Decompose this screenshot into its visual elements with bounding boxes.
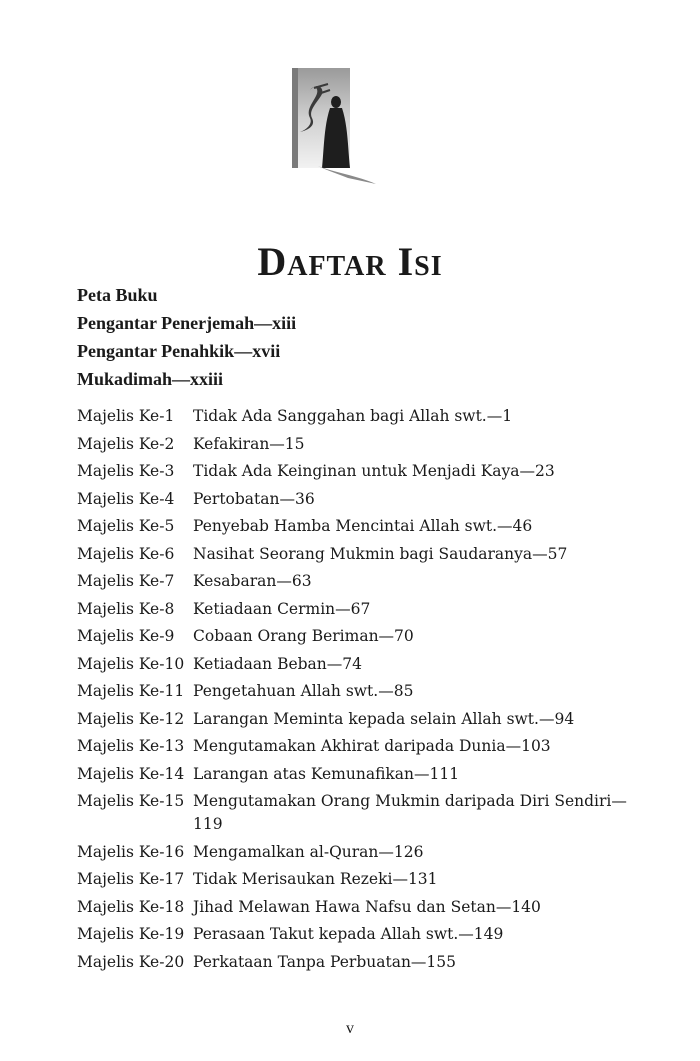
chapter-row xyxy=(77,598,637,621)
chapter-label: Majelis Ke-11 xyxy=(77,682,185,700)
chapter-entry: Mengutamakan Orang Mukmin daripada Diri Sendiri—119 xyxy=(193,792,627,833)
chapter-label: Majelis Ke-5 xyxy=(77,517,175,535)
chapter-row xyxy=(77,923,637,946)
chapter-label: Majelis Ke-15 xyxy=(77,792,185,810)
chapter-label: Majelis Ke-1 xyxy=(77,407,175,425)
chapter-label: Majelis Ke-16 xyxy=(77,842,185,861)
chapter-row xyxy=(77,680,637,703)
page-number: v xyxy=(346,1020,354,1037)
chapter-row xyxy=(77,488,637,511)
chapter-entry: Ketiadaan Cermin—67 xyxy=(193,599,371,618)
chapter-entry: Ketiadaan Beban—74 xyxy=(193,654,363,673)
robed-figure-calligraphy-illustration xyxy=(288,66,378,186)
chapter-label: Majelis Ke-19 xyxy=(77,925,185,943)
front-matter-item: Mukadimah—xxiii xyxy=(77,369,224,389)
chapter-entry: Penyebab Hamba Mencintai Allah swt.—46 xyxy=(193,517,533,535)
chapter-row xyxy=(77,570,637,593)
chapter-row xyxy=(77,735,637,758)
chapter-row xyxy=(77,841,637,864)
page-title: Daftar Isi xyxy=(257,239,443,284)
chapter-label: Majelis Ke-18 xyxy=(77,897,185,916)
chapter-entry: Larangan atas Kemunafikan—111 xyxy=(193,764,460,783)
chapter-label: Majelis Ke-14 xyxy=(77,764,185,783)
chapter-row xyxy=(77,951,637,974)
front-matter-item: Pengantar Penerjemah—xiii xyxy=(77,313,297,333)
chapter-row xyxy=(77,460,637,483)
chapter-entry: Perasaan Takut kepada Allah swt.—149 xyxy=(193,925,504,943)
chapter-entry: Cobaan Orang Beriman—70 xyxy=(193,627,414,645)
chapter-row xyxy=(77,405,637,428)
chapter-row xyxy=(77,763,637,786)
chapter-entry: Kesabaran—63 xyxy=(193,572,312,590)
chapter-label: Majelis Ke-12 xyxy=(77,709,185,728)
front-matter-item: Pengantar Penahkik—xvii xyxy=(77,341,281,361)
chapter-row xyxy=(77,868,637,891)
chapter-row xyxy=(77,790,637,836)
chapter-entry: Jihad Melawan Hawa Nafsu dan Setan—140 xyxy=(193,897,541,916)
chapter-row xyxy=(77,433,637,456)
chapter-label: Majelis Ke-4 xyxy=(77,489,175,508)
chapter-label: Majelis Ke-20 xyxy=(77,952,185,971)
chapter-label: Majelis Ke-10 xyxy=(77,654,185,673)
chapter-entry: Larangan Meminta kepada selain Allah swt.—94 xyxy=(193,709,575,728)
chapter-entry: Kefakiran—15 xyxy=(193,434,305,453)
chapter-row xyxy=(77,625,637,648)
chapter-row xyxy=(77,515,637,538)
chapter-entry: Pengetahuan Allah swt.—85 xyxy=(193,682,414,700)
chapter-label: Majelis Ke-3 xyxy=(77,462,175,480)
chapter-label: Majelis Ke-17 xyxy=(77,870,185,888)
chapter-row xyxy=(77,896,637,919)
front-matter-list xyxy=(77,283,296,395)
chapter-label: Majelis Ke-6 xyxy=(77,544,175,563)
chapter-list xyxy=(77,405,637,978)
chapter-row xyxy=(77,543,637,566)
chapter-row xyxy=(77,708,637,731)
chapter-label: Majelis Ke-13 xyxy=(77,737,185,755)
chapter-entry: Tidak Merisaukan Rezeki—131 xyxy=(193,870,438,888)
chapter-label: Majelis Ke-8 xyxy=(77,599,175,618)
chapter-label: Majelis Ke-7 xyxy=(77,572,175,590)
chapter-entry: Tidak Ada Sanggahan bagi Allah swt.—1 xyxy=(193,407,513,425)
chapter-entry: Nasihat Seorang Mukmin bagi Saudaranya—57 xyxy=(193,544,568,563)
chapter-row xyxy=(77,653,637,676)
chapter-entry: Perkataan Tanpa Perbuatan—155 xyxy=(193,952,457,971)
front-matter-item: Peta Buku xyxy=(77,285,158,305)
chapter-entry: Mengutamakan Akhirat daripada Dunia—103 xyxy=(193,737,551,755)
chapter-label: Majelis Ke-9 xyxy=(77,627,175,645)
chapter-entry: Pertobatan—36 xyxy=(193,489,315,508)
chapter-entry: Tidak Ada Keinginan untuk Menjadi Kaya—23 xyxy=(193,462,555,480)
chapter-label: Majelis Ke-2 xyxy=(77,434,175,453)
chapter-entry: Mengamalkan al-Quran—126 xyxy=(193,842,424,861)
